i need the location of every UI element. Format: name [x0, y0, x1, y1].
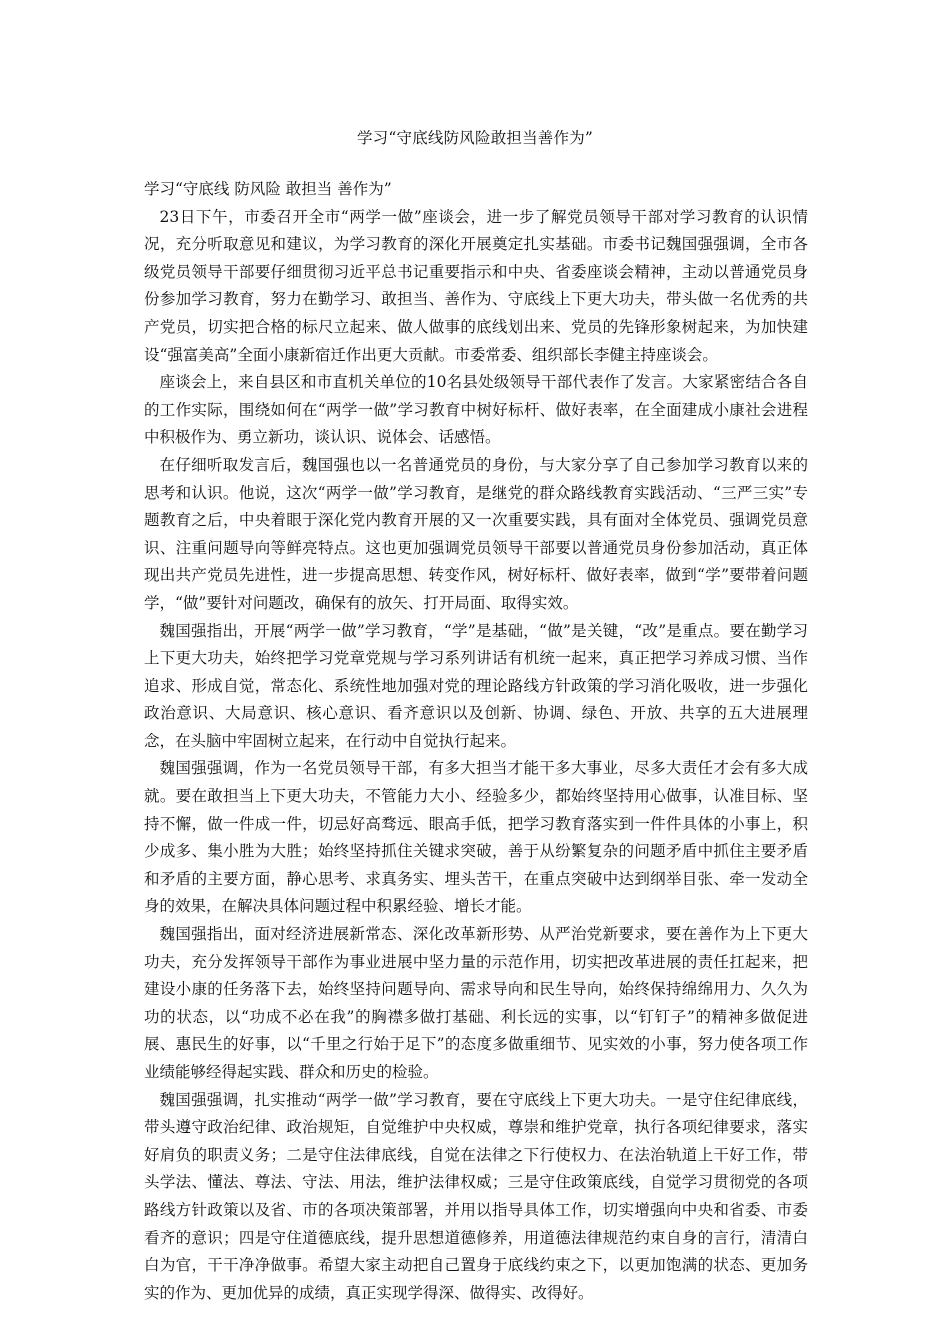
document-body [144, 176, 808, 1307]
paragraph-7: 魏国强强调，扎实推动“两学一做”学习教育，要在守底线上下更大功夫。一是守住纪律底线，带头遵守政治纪律、政治规矩，自觉维护中央权威，尊崇和维护党章，执行各项纪律要求，落实好肩负的职责义务；二是守住法律底线，自觉在法律之下行使权力、在法治轨道上干好工作，带头学法、懂法、尊法、守法、用法，维护法律权威；三是守住政策底线，自觉学习贯彻党的各项路线方针政策以及省、市的各项决策部署，并用以指导具体工作，切实增强向中央和省委、市委看齐的意识；四是守住道德底线，提升思想道德修养，用道德法律规范约束自身的言行，清清白白为官，干干净净做事。希望大家主动把自己置身于底线约束之下，以更加饱满的状态、更加务实的作为、更加优异的成绩，真正实现学得深、做得实、改得好。 [144, 1090, 808, 1302]
paragraph-4: 魏国强指出，开展“两学一做”学习教育，“学”是基础，“做”是关键，“改”是重点。要在勤学习上下更大功夫，始终把学习党章党规与学习系列讲话有机统一起来，真正把学习养成习惯、当作追求、形成自觉，常态化、系统性地加强对党的理论路线方针政策的学习消化吸收，进一步强化政治意识、大局意识、核心意识、看齐意识以及创新、协调、绿色、开放、共享的五大进展理念，在头脑中牢固树立起来，在行动中自觉执行起来。 [144, 621, 808, 750]
paragraph-3: 在仔细听取发言后，魏国强也以一名普通党员的身份，与大家分享了自己参加学习教育以来的思考和认识。他说，这次“两学一做”学习教育，是继党的群众路线教育实践活动、“三严三实”专题教育之后，中央着眼于深化党内教育开展的又一次重要实践，具有面对全体党员、强调党员意识、注重问题导向等鲜亮特点。这也更加强调党员领导干部要以普通党员身份参加活动，真正体现出共产党员先进性，进一步提高思想、转变作风，树好标杆、做好表率，做到“学”要带着问题学，“做”要针对问题改，确保有的放矢、打开局面、取得实效。 [144, 455, 808, 612]
paragraph-2: 座谈会上，来自县区和市直机关单位的10名县处级领导干部代表作了发言。大家紧密结合各自的工作实际，围绕如何在“两学一做”学习教育中树好标杆、做好表率，在全面建成小康社会进程中积极作为、勇立新功，谈认识、说体会、话感悟。 [144, 373, 808, 447]
document-title: 学习“守底线防风险敢担当善作为” [356, 129, 594, 147]
paragraph-5: 魏国强强调，作为一名党员领导干部，有多大担当才能干多大事业，尽多大责任才会有多大成就。要在敢担当上下更大功夫，不管能力大小、经验多少，都始终坚持用心做事，认准目标、坚持不懈，做一件成一件，切忌好高骛远、眼高手低，把学习教育落实到一件件具体的小事上，积少成多、集小胜为大胜；始终坚持抓住关键求突破，善于从纷繁复杂的问题矛盾中抓住主要矛盾和矛盾的主要方面，静心思考、求真务实、埋头苦干，在重点突破中达到纲举目张、牵一发动全身的效果，在解决具体问题过程中积累经验、增长才能。 [144, 759, 808, 916]
paragraph-1: 23日下午，市委召开全市“两学一做”座谈会，进一步了解党员领导干部对学习教育的认识情况，充分听取意见和建议，为学习教育的深化开展奠定扎实基础。市委书记魏国强强调，全市各级党员领导干部要仔细贯彻习近平总书记重要指示和中央、省委座谈会精神，主动以普通党员身份参加学习教育，努力在勤学习、敢担当、善作为、守底线上下更大功夫，带头做一名优秀的共产党员，切实把合格的标尺立起来、做人做事的底线划出来、党员的先锋形象树起来，为加快建设“强富美高”全面小康新宿迁作出更大贡献。市委常委、组织部长李健主持座谈会。 [144, 207, 808, 364]
document-subtitle: 学习“守底线 防风险 敢担当 善作为” [144, 180, 392, 198]
paragraph-6: 魏国强指出，面对经济进展新常态、深化改革新形势、从严治党新要求，要在善作为上下更大功夫，充分发挥领导干部作为事业进展中坚力量的示范作用，切实把改革进展的责任扛起来，把建设小康的任务落下去，始终坚持问题导向、需求导向和民生导向，始终保持绵绵用力、久久为功的状态，以“功成不必在我”的胸襟多做打基础、利长远的实事，以“钉钉子”的精神多做促进展、惠民生的好事，以“千里之行始于足下”的态度多做重细节、见实效的小事，努力使各项工作业绩能够经得起实践、群众和历史的检验。 [144, 925, 808, 1081]
